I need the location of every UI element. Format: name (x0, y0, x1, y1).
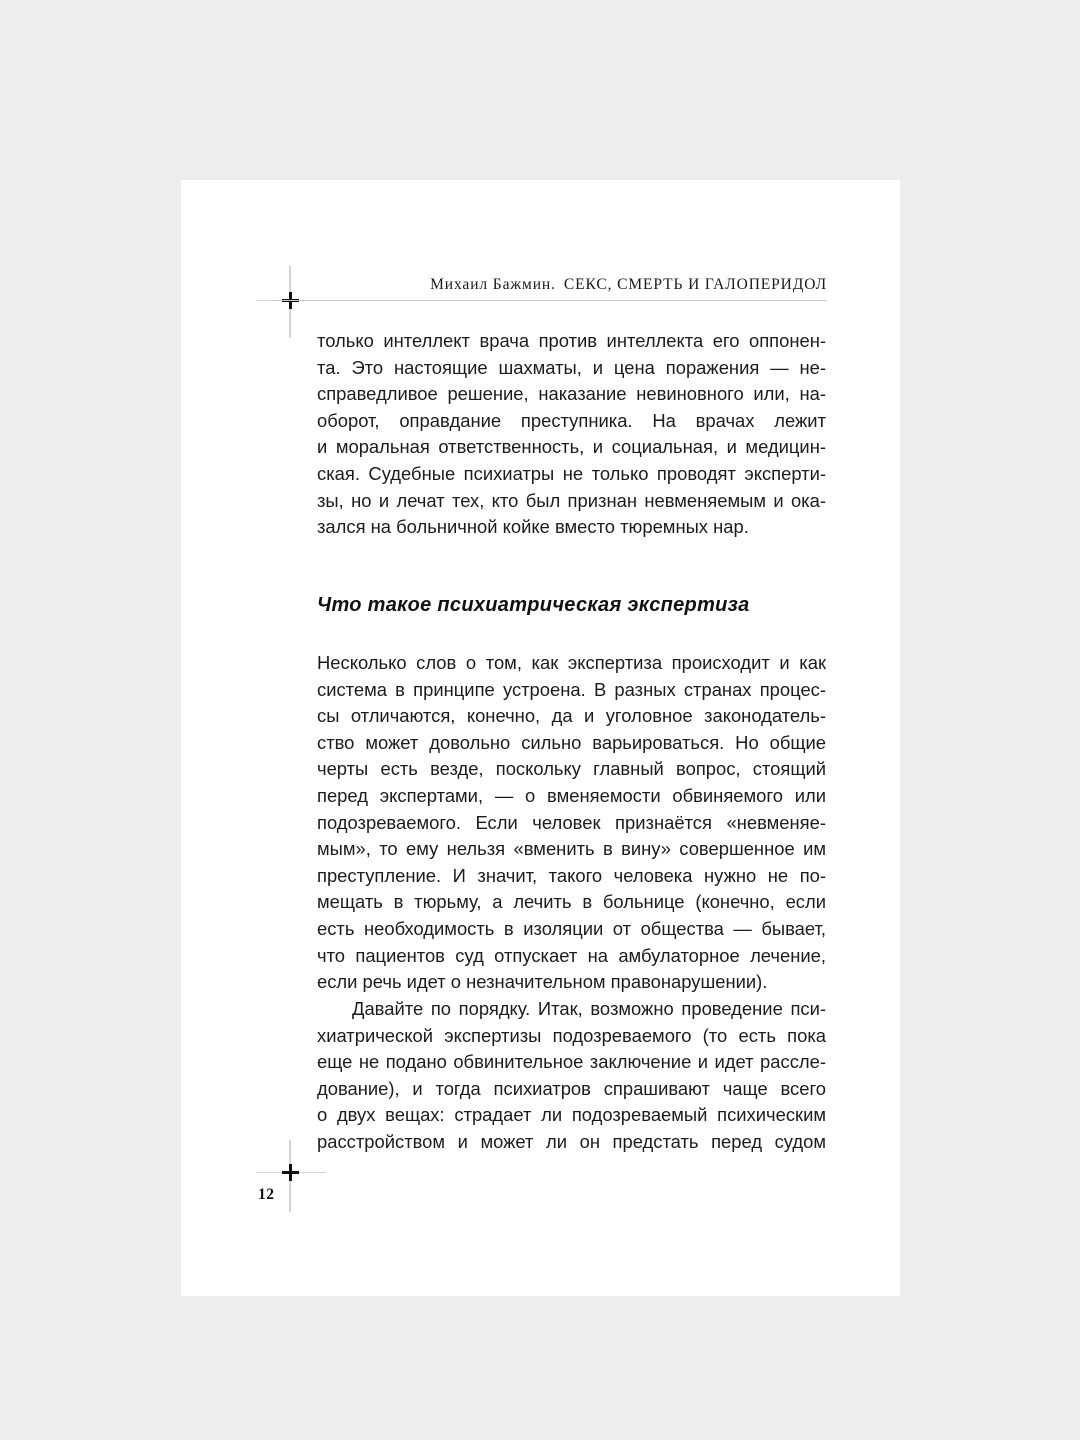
text-line: хиатрической экспертизы подозреваемого (то есть пока (317, 1024, 826, 1046)
text-line: расстройством и может ли он предстать перед судом (317, 1130, 826, 1152)
paragraph-1 (317, 650, 826, 996)
text-line: зы, но и лечат тех, кто был признан невменяемым и ока- (317, 489, 826, 511)
text-line: есть необходимость в изоляции от общества — бывает, (317, 917, 826, 939)
text-line: зался на больничной койке вместо тюремных нар. (317, 516, 749, 538)
text-line: и моральная ответственность, и социальная, и медицин- (317, 436, 826, 458)
header-book-title: СЕКС, СМЕРТЬ И ГАЛОПЕРИДОЛ (563, 276, 827, 293)
text-line: о двух вещах: страдает ли подозреваемый психическим (317, 1104, 826, 1126)
text-line: сы отличаются, конечно, да и уголовное законодатель- (317, 705, 826, 727)
text-line: преступление. И значит, такого человека нужно не по- (317, 864, 826, 886)
text-line: дование), и тогда психиатров спрашивают чаще всего (317, 1077, 826, 1099)
text-line: еще не подано обвинительное заключение и идет рассле- (317, 1051, 826, 1073)
text-line: мещать в тюрьму, а лечить в больнице (конечно, если (317, 891, 826, 913)
text-line: только интеллект врача против интеллекта его оппонен- (317, 330, 826, 351)
text-line: перед экспертами, — о вменяемости обвиняемого или (317, 784, 826, 806)
header-rule (276, 300, 826, 301)
text-line: мым», то ему нельзя «вменить в вину» совершенное им (317, 838, 826, 860)
text-line: ство может довольно сильно варьироваться. Но общие (317, 731, 826, 753)
paragraph-2 (317, 996, 826, 1156)
book-page (181, 180, 900, 1296)
running-header (181, 276, 900, 298)
text-line: система в принципе устроена. В разных странах процес- (317, 678, 826, 700)
section-heading: Что такое психиатрическая экспертиза (317, 594, 750, 616)
header-author: Михаил Бажмин. (430, 276, 556, 293)
text-line: та. Это настоящие шахматы, и цена поражения — не- (317, 356, 826, 378)
paragraph-continuation (317, 328, 826, 541)
text-line: Несколько слов о том, как экспертиза происходит и как (317, 652, 826, 673)
text-line: оборот, оправдание преступника. На врачах лежит (317, 409, 826, 431)
text-line: если речь идет о незначительном правонарушении). (317, 971, 768, 993)
page-number: 12 (258, 1186, 275, 1203)
text-line: черты есть везде, поскольку главный вопрос, стоящий (317, 758, 826, 780)
registration-cross-bottom-icon (282, 1164, 299, 1181)
text-line: справедливое решение, наказание невиновного или, на- (317, 383, 826, 405)
text-line: ская. Судебные психиатры не только проводят эксперти- (317, 462, 826, 484)
text-line: что пациентов суд отпускает на амбулаторное лечение, (317, 944, 826, 966)
text-line: Давайте по порядку. Итак, возможно проведение пси- (352, 998, 826, 1019)
text-line: подозреваемого. Если человек признаётся «невменяе- (317, 811, 826, 833)
